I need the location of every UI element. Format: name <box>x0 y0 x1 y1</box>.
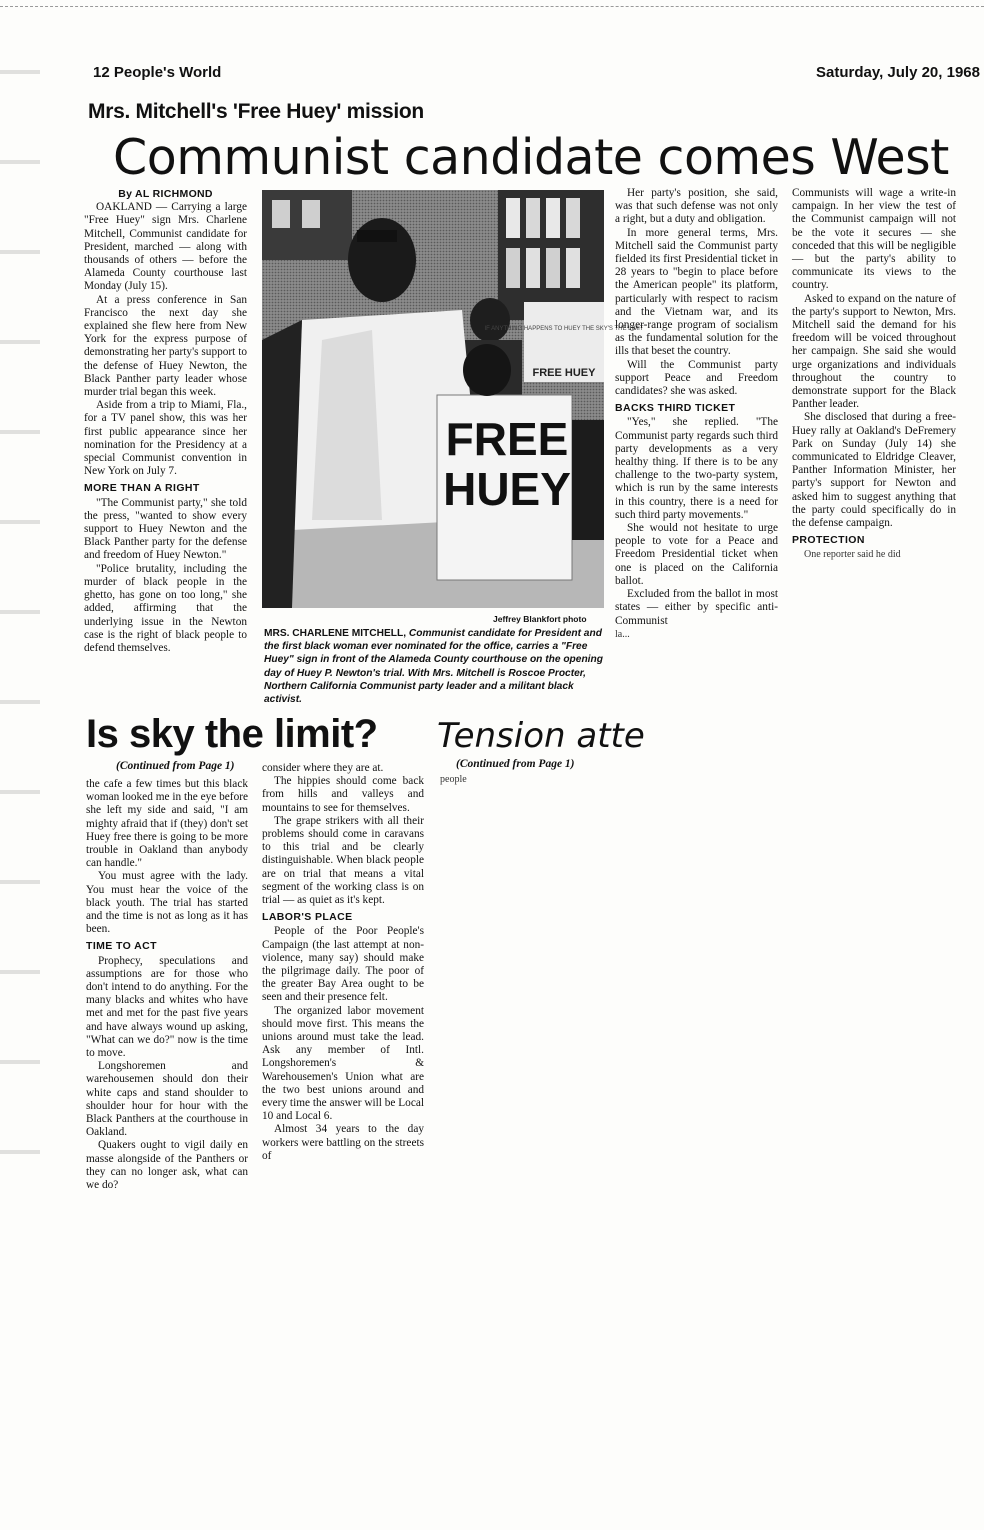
scan-edge-artifact <box>0 30 40 1230</box>
paragraph: the cafe a few times but this black woman looked me in the eye before she left my side and said, "I am mighty afraid that if (they) don't set Huey free there is going to be more trouble in Oakland than anybody can handle." <box>86 778 248 870</box>
paragraph: Communists will wage a write-in campaign. In her view the test of the Communist campaign will not be the vote it secures — she conceded that this will be negligible — but the party's ability to communicate its views to the country. <box>792 187 956 292</box>
top-border-line <box>0 6 984 7</box>
paragraph: OAKLAND — Carrying a large "Free Huey" sign Mrs. Charlene Mitchell, Communist candidate for President, marched — along with thousands of others — before the Alameda County courthouse last Monday (July 15). <box>84 201 247 293</box>
caption-lead: MRS. CHARLENE MITCHELL, <box>264 628 407 639</box>
photo-credit: Jeffrey Blankfort photo <box>493 614 587 624</box>
article-column-3 <box>615 187 778 641</box>
paragraph: Quakers ought to vigil daily en masse alongside of the Panthers or they can no longer ask, what can we do? <box>86 1139 248 1192</box>
paragraph: In more general terms, Mrs. Mitchell said the Communist party fielded its first Presidential ticket in 28 years to "begin to place before the American people" its platform, particularly with respect to racism and the Vietnam war, and its longer-range program of socialism as the fundamental solution for the ills that beset the country. <box>615 226 778 358</box>
subhead-protection: PROTECTION <box>792 534 865 547</box>
paragraph: Her party's position, she said, was that such defense was not only a right, but a duty and obligation. <box>615 187 778 226</box>
continued-label: (Continued from Page 1) <box>116 760 235 772</box>
sign-huey-text: HUEY <box>443 463 571 515</box>
cut-off-line: la... <box>615 628 630 640</box>
subhead-backs-third-ticket: BACKS THIRD TICKET <box>615 402 736 415</box>
third-fragment-text: people <box>440 774 467 785</box>
paragraph: Almost 34 years to the day workers were battling on the streets of <box>262 1123 424 1162</box>
third-continued-label: (Continued from Page 1) <box>456 758 575 770</box>
caption-body: Communist candidate for President and the first black woman ever nominated for the office, carries a "Free Huey" sign in front of the Alameda County courthouse on the opening day of Huey P. Newton's trial. With Mrs. Mitchell is Roscoe Procter, Northern California Communist party leader and a militant black activist. <box>264 628 603 706</box>
second-column-b <box>262 762 424 1163</box>
paragraph: Asked to expand on the nature of the party's support to Newton, Mrs. Mitchell said the demand for his freedom will be voiced throughout her campaign. She said she would urge organizations and individuals throughout the country to demonstrate support for the Black Panther leader. <box>792 292 956 411</box>
paragraph: The organized labor movement should move first. This means the unions around must take the lead. Ask any member of Intl. Longshoremen's & Warehousemen's Union what are the two best unions around and every time the answer will be Local 10 and Local 6. <box>262 1004 424 1123</box>
paragraph: "Police brutality, including the murder of black people in the ghetto, has gone on too long," she added, affirming that the underlying issue in the Newton case is the right of black people to defend themselves. <box>84 562 247 654</box>
paragraph: Will the Communist party support Peace and Freedom candidates? she was asked. <box>615 358 778 398</box>
issue-date: Saturday, July 20, 1968 <box>816 64 980 81</box>
paragraph: Longshoremen and warehousemen should don their white caps and stand shoulder to shoulder hour for hour with the Black Panthers at the courthouse in Oakland. <box>86 1060 248 1139</box>
paragraph: People of the Poor People's Campaign (the last attempt at non-violence, many say) should make the pilgrimage daily. The poor of the greater Bay Area ought to be seen and their presence felt. <box>262 925 424 1004</box>
paragraph: Excluded from the ballot in most states — either by specific anti-Communist <box>615 588 778 627</box>
banner-text: IF ANYTHING HAPPENS TO HUEY THE SKY'S THE LIMIT <box>484 326 644 332</box>
paragraph: She would not hesitate to urge people to vote for a Peace and Freedom Presidential ticket when one is placed on the California ballot. <box>615 522 778 587</box>
article-kicker: Mrs. Mitchell's 'Free Huey' mission <box>88 100 424 123</box>
paragraph: "The Communist party," she told the press, "wanted to show every support to Huey Newton and the Black Panther party for the defense and freedom of Huey Newton." <box>84 496 247 562</box>
article-photo <box>262 190 644 608</box>
paragraph: The grape strikers with all their problems should come in caravans to this trial and be clearly distinguishable. When black people are on trial that means a vital segment of the working class is on trial — as quiet as it's kept. <box>262 814 424 907</box>
photo-caption <box>264 627 604 706</box>
cut-off-line: One reporter said he did <box>804 549 901 561</box>
paragraph: The hippies should come back from hills and valleys and mountains to see for themselves. <box>262 775 424 814</box>
paragraph: You must agree with the lady. You must hear the voice of the black youth. The trial has started and the time is not as long as it has been. <box>86 870 248 936</box>
sign-free-text: FREE <box>445 413 569 465</box>
article-column-4 <box>792 187 956 562</box>
paragraph: Aside from a trip to Miami, Fla., for a TV panel show, this was her first public appearance since her nomination for the Presidency at a special Communist convention in New York on July 7. <box>84 399 247 478</box>
subhead-labors-place: LABOR'S PLACE <box>262 911 353 924</box>
subhead-more-than-a-right: MORE THAN A RIGHT <box>84 482 200 495</box>
paragraph: She disclosed that during a free-Huey rally at Oakland's DeFremery Park on Sunday (July 14) she communicated to Eldridge Cleaver, Panther Information Minister, her party's support for Newton and asked him to suggest anything that the party could specifically do in the defense campaign. <box>792 411 956 530</box>
second-headline: Is sky the limit? <box>86 712 378 756</box>
third-headline: Tension atte <box>437 716 645 756</box>
subhead-time-to-act: TIME TO ACT <box>86 940 157 953</box>
photo-illustration <box>262 190 644 608</box>
second-column-a <box>86 778 248 1192</box>
paragraph: consider where they are at. <box>262 762 384 774</box>
paragraph: Prophecy, speculations and assumptions are for those who don't intend to do anything. For the many blacks and whites who have met and met for the past five years and have always wound up asking, "What can we do?" now is the time to move. <box>86 954 248 1060</box>
page-label: 12 People's World <box>93 64 222 81</box>
article-column-1 <box>84 188 247 655</box>
article-headline: Communist candidate comes West <box>113 129 949 186</box>
paragraph: At a press conference in San Francisco the next day she explained she flew here from New York for the express purpose of demonstrating her party's support to the defense of Huey Newton, the Black Panther party leader whose murder trial began this week. <box>84 293 247 399</box>
small-sign-text: FREE HUEY <box>532 367 596 379</box>
paragraph: "Yes," she replied. "The Communist party regards such third party developments as a very healthy thing. If there is to be any challenge to the two-party system, which is run by the same interests in this country, there is a need for such third party movements." <box>615 416 778 521</box>
byline: By AL RICHMOND <box>118 188 213 200</box>
